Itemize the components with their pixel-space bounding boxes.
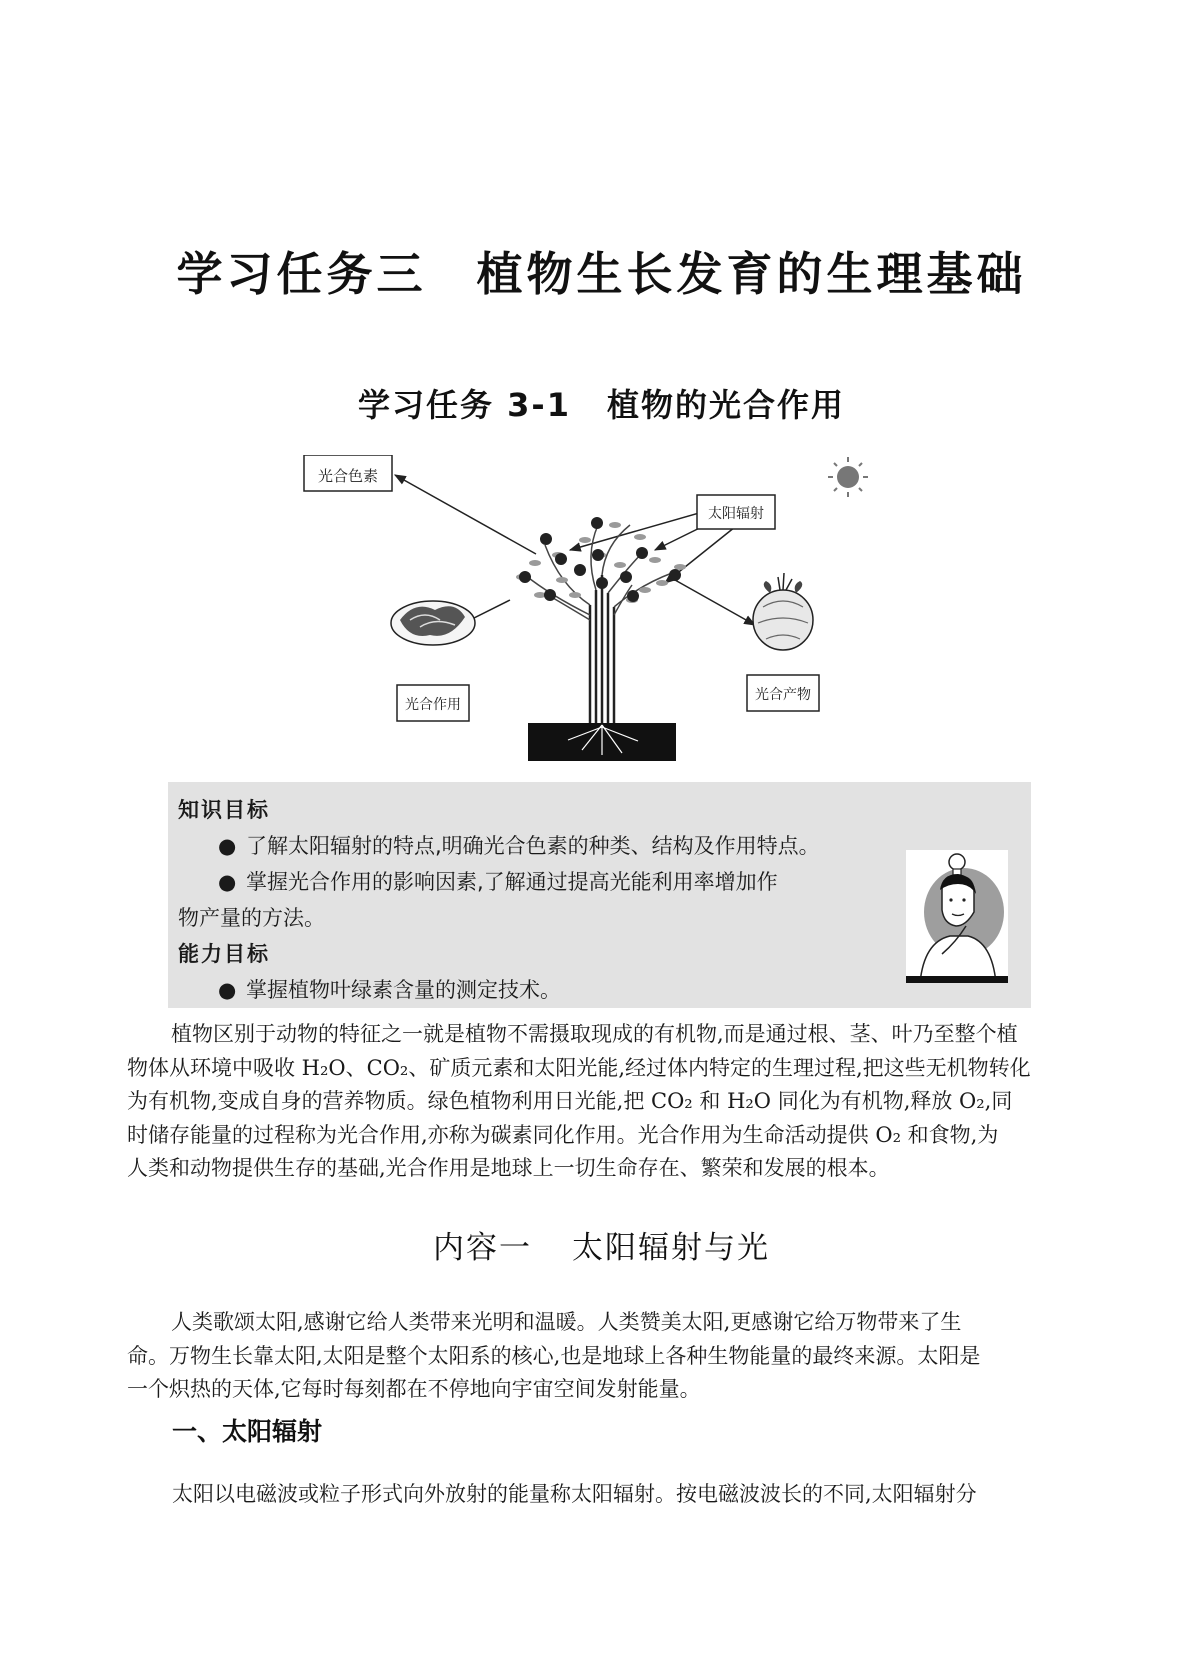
subsection-heading: 一、太阳辐射 (172, 1417, 323, 1446)
label-photosynthesis: 光合作用 (405, 697, 461, 713)
label-photosynthesis-box (397, 685, 469, 721)
intro-line-1: 植物区别于动物的特征之一就是植物不需摄取现成的有机物,而是通过根、茎、叶乃至整个植 (171, 1022, 1018, 1046)
solar-radiation-paragraph: 太阳以电磁波或粒子形式向外放射的能量称太阳辐射。按电磁波波长的不同,太阳辐射分 (172, 1482, 977, 1506)
label-pigment: 光合色素 (317, 467, 379, 485)
task-subtitle-number: 学习任务 3-1 (358, 386, 571, 424)
section-line-2: 命。万物生长靠太阳,太阳是整个太阳系的核心,也是地球上各种生物能量的最终来源。太阳是 (127, 1343, 981, 1368)
ability-objective-1: ● 掌握植物叶绿素含量的测定技术。 (218, 978, 561, 1002)
fruit-illustration (753, 573, 813, 650)
chapter-title-number: 学习任务三 (176, 247, 427, 301)
label-product-box (747, 675, 819, 711)
ability-objective-1-text: 掌握植物叶绿素含量的测定技术。 (246, 978, 561, 1002)
arrow-tree-to-pigment (395, 475, 536, 554)
sun-icon (828, 457, 868, 497)
tree-illustration (516, 517, 686, 761)
label-pigment-box (304, 455, 392, 491)
task-subtitle-text: 植物的光合作用 (606, 386, 845, 424)
label-solar: 太阳辐射 (708, 506, 764, 522)
knowledge-objective-1-text: 了解太阳辐射的特点,明确光合色素的种类、结构及作用特点。 (246, 834, 820, 858)
thinking-person-icon (906, 850, 1008, 983)
learning-objectives-box (168, 782, 1031, 1008)
ability-objective-heading: 能力目标 (178, 942, 270, 966)
knowledge-objective-2-text: 掌握光合作用的影响因素,了解通过提高光能利用率增加作 (246, 870, 778, 894)
section-line-3: 一个炽热的天体,它每时每刻都在不停地向宇宙空间发射能量。 (127, 1377, 701, 1401)
intro-line-5: 人类和动物提供生存的基础,光合作用是地球上一切生命存在、繁荣和发展的根本。 (127, 1156, 890, 1180)
chloroplast-illustration (391, 601, 475, 645)
knowledge-objective-heading: 知识目标 (178, 798, 270, 822)
knowledge-objective-1: ● 了解太阳辐射的特点,明确光合色素的种类、结构及作用特点。 (218, 834, 820, 858)
section-heading (0, 1222, 1203, 1267)
knowledge-objective-2-continued: 物产量的方法。 (178, 906, 325, 930)
section-heading-text: 太阳辐射与光 (572, 1230, 770, 1266)
task-subtitle (0, 380, 1203, 426)
arrow-tree-to-product (675, 580, 755, 625)
intro-line-4: 时储存能量的过程称为光合作用,亦称为碳素同化作用。光合作用为生命活动提供 O₂ 和食物,为 (127, 1122, 999, 1147)
section-paragraph (127, 1306, 1077, 1407)
chapter-title-text: 植物生长发育的生理基础 (476, 247, 1027, 301)
intro-line-3: 为有机物,变成自身的营养物质。绿色植物利用日光能,把 CO₂ 和 H₂O 同化为有机物,释放 O₂,同 (127, 1089, 1013, 1113)
label-solar-box (697, 495, 775, 529)
label-product: 光合产物 (755, 687, 811, 703)
knowledge-objective-2: ● 掌握光合作用的影响因素,了解通过提高光能利用率增加作 (218, 870, 778, 894)
photosynthesis-diagram (300, 455, 900, 765)
section-line-1: 人类歌颂太阳,感谢它给人类带来光明和温暖。人类赞美太阳,更感谢它给万物带来了生 (171, 1310, 962, 1334)
chapter-title (0, 238, 1203, 304)
section-heading-number: 内容一 (433, 1230, 532, 1266)
intro-paragraph (127, 1018, 1077, 1186)
intro-line-2: 物体从环境中吸收 H₂O、CO₂、矿质元素和太阳光能,经过体内特定的生理过程,把这些无机物转化 (127, 1055, 1031, 1080)
